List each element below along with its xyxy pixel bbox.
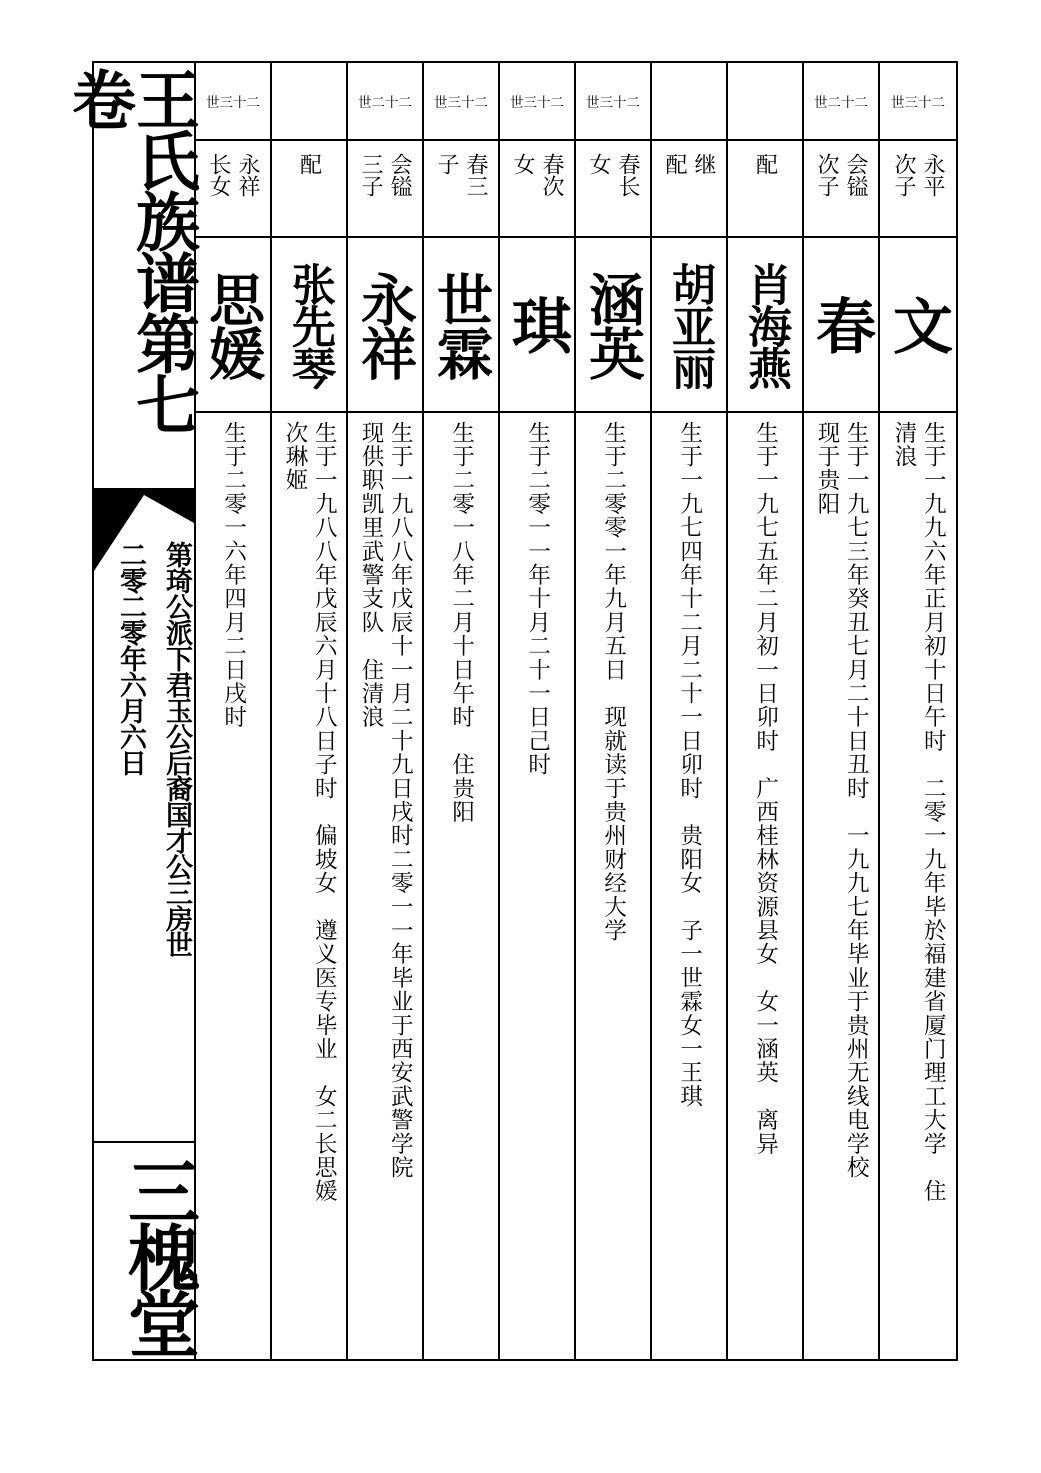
generation-cell: 世三十二 [196, 63, 270, 141]
biography-text: 生于一九七四年十二月二十一日卯时 贵阳女 子一世霖女一王琪 [676, 421, 703, 1109]
person-name: 春 [806, 294, 876, 355]
biography-cell [804, 413, 878, 1351]
biography-text: 生于二零一八年二月十日午时 住贵阳 [448, 421, 475, 824]
entry-column [424, 63, 500, 1359]
relation-text: 永祥 长女 [206, 153, 261, 197]
compile-date: 二零二零年六月六日 [115, 541, 146, 775]
biography-text: 生于一九八八年戊辰十一月二十九日戌时二零一一年毕业于西安武警学院 现供职凯里武警支队 住清浪 [358, 421, 414, 1180]
biography-cell [272, 413, 346, 1351]
generation-cell [728, 63, 802, 141]
relation-text: 春次 女 [510, 153, 565, 197]
biography-cell [728, 413, 802, 1351]
volume-title: 王氏族谱第七卷 [61, 67, 200, 433]
hall-name: 三槐堂 [116, 1155, 201, 1353]
relation-cell [880, 141, 956, 238]
genealogy-table [196, 63, 956, 1359]
relation-text: 配 [296, 153, 322, 175]
relation-text: 春三 子 [434, 153, 489, 197]
name-cell [728, 238, 802, 413]
generation-cell [272, 63, 346, 141]
biography-cell [196, 413, 270, 1351]
person-name: 胡亚丽 [664, 261, 715, 388]
branch-lineage: 第琦公派下君玉公后裔国才公三房世 [161, 541, 192, 957]
name-cell [348, 238, 422, 413]
biography-cell [880, 413, 956, 1351]
entry-column [348, 63, 424, 1359]
biography-cell [348, 413, 422, 1351]
relation-text: 会镒 三子 [358, 153, 413, 197]
entry-column [652, 63, 728, 1359]
name-cell [576, 238, 650, 413]
name-cell [880, 238, 956, 413]
entry-column [880, 63, 956, 1359]
generation-cell: 世二十二 [348, 63, 422, 141]
person-name: 琪 [502, 294, 572, 355]
relation-cell [424, 141, 498, 238]
generation-cell: 世三十二 [500, 63, 574, 141]
name-cell [196, 238, 270, 413]
relation-text: 继 配 [662, 153, 717, 175]
relation-cell [196, 141, 270, 238]
person-name: 文 [883, 294, 953, 355]
relation-text: 永平 次子 [891, 153, 946, 197]
generation-cell: 世三十二 [880, 63, 956, 141]
relation-cell [576, 141, 650, 238]
name-cell [652, 238, 726, 413]
relation-cell [348, 141, 422, 238]
generation-cell: 世三十二 [424, 63, 498, 141]
entry-column [804, 63, 880, 1359]
entry-column [576, 63, 652, 1359]
person-name: 张先琴 [284, 261, 335, 388]
generation-cell [652, 63, 726, 141]
name-cell [272, 238, 346, 413]
biography-cell [652, 413, 726, 1351]
biography-text: 生于一九七五年二月初一日卯时 广西桂林资源县女 女一涵英 离异 [752, 421, 779, 1156]
relation-text: 春长 女 [586, 153, 641, 197]
person-name: 永祥 [352, 270, 418, 379]
biography-text: 生于二零一一年十月二十一日己时 [524, 421, 551, 777]
person-name: 世霖 [428, 270, 494, 379]
biography-text: 生于一九八八年戊辰六月十八日子时 偏坡女 遵义医专毕业 女二长思媛 次琳姬 [282, 421, 338, 1204]
entry-column [500, 63, 576, 1359]
relation-cell [652, 141, 726, 238]
relation-cell [272, 141, 346, 238]
biography-cell [424, 413, 498, 1351]
page-spine [61, 63, 201, 1359]
biography-text: 生于一九九六年正月初十日午时 二零一九年毕於福建省厦门理工大学 住 清浪 [891, 421, 947, 1204]
relation-cell [728, 141, 802, 238]
person-name: 肖海燕 [740, 261, 791, 388]
genealogy-page [61, 61, 958, 1361]
relation-cell [500, 141, 574, 238]
biography-text: 生于二零零一年九月五日 现就读于贵州财经大学 [600, 421, 627, 943]
person-name: 涵英 [580, 270, 646, 379]
biography-cell [576, 413, 650, 1351]
entry-column [728, 63, 804, 1359]
relation-cell [804, 141, 878, 238]
name-cell [804, 238, 878, 413]
entry-column [196, 63, 272, 1359]
generation-cell: 世三十二 [576, 63, 650, 141]
name-cell [500, 238, 574, 413]
biography-text: 生于一九七三年癸丑七月二十日丑时 一九九七年毕业于贵州无线电学校 现于贵阳 [814, 421, 870, 1180]
biography-cell [500, 413, 574, 1351]
relation-text: 配 [752, 153, 778, 175]
biography-text: 生于二零一六年四月二日戌时 [220, 421, 247, 730]
name-cell [424, 238, 498, 413]
relation-text: 会镒 次子 [814, 153, 869, 197]
generation-cell: 世二十二 [804, 63, 878, 141]
hall-divider [94, 1141, 194, 1143]
person-name: 思媛 [200, 270, 266, 379]
entry-column [272, 63, 348, 1359]
